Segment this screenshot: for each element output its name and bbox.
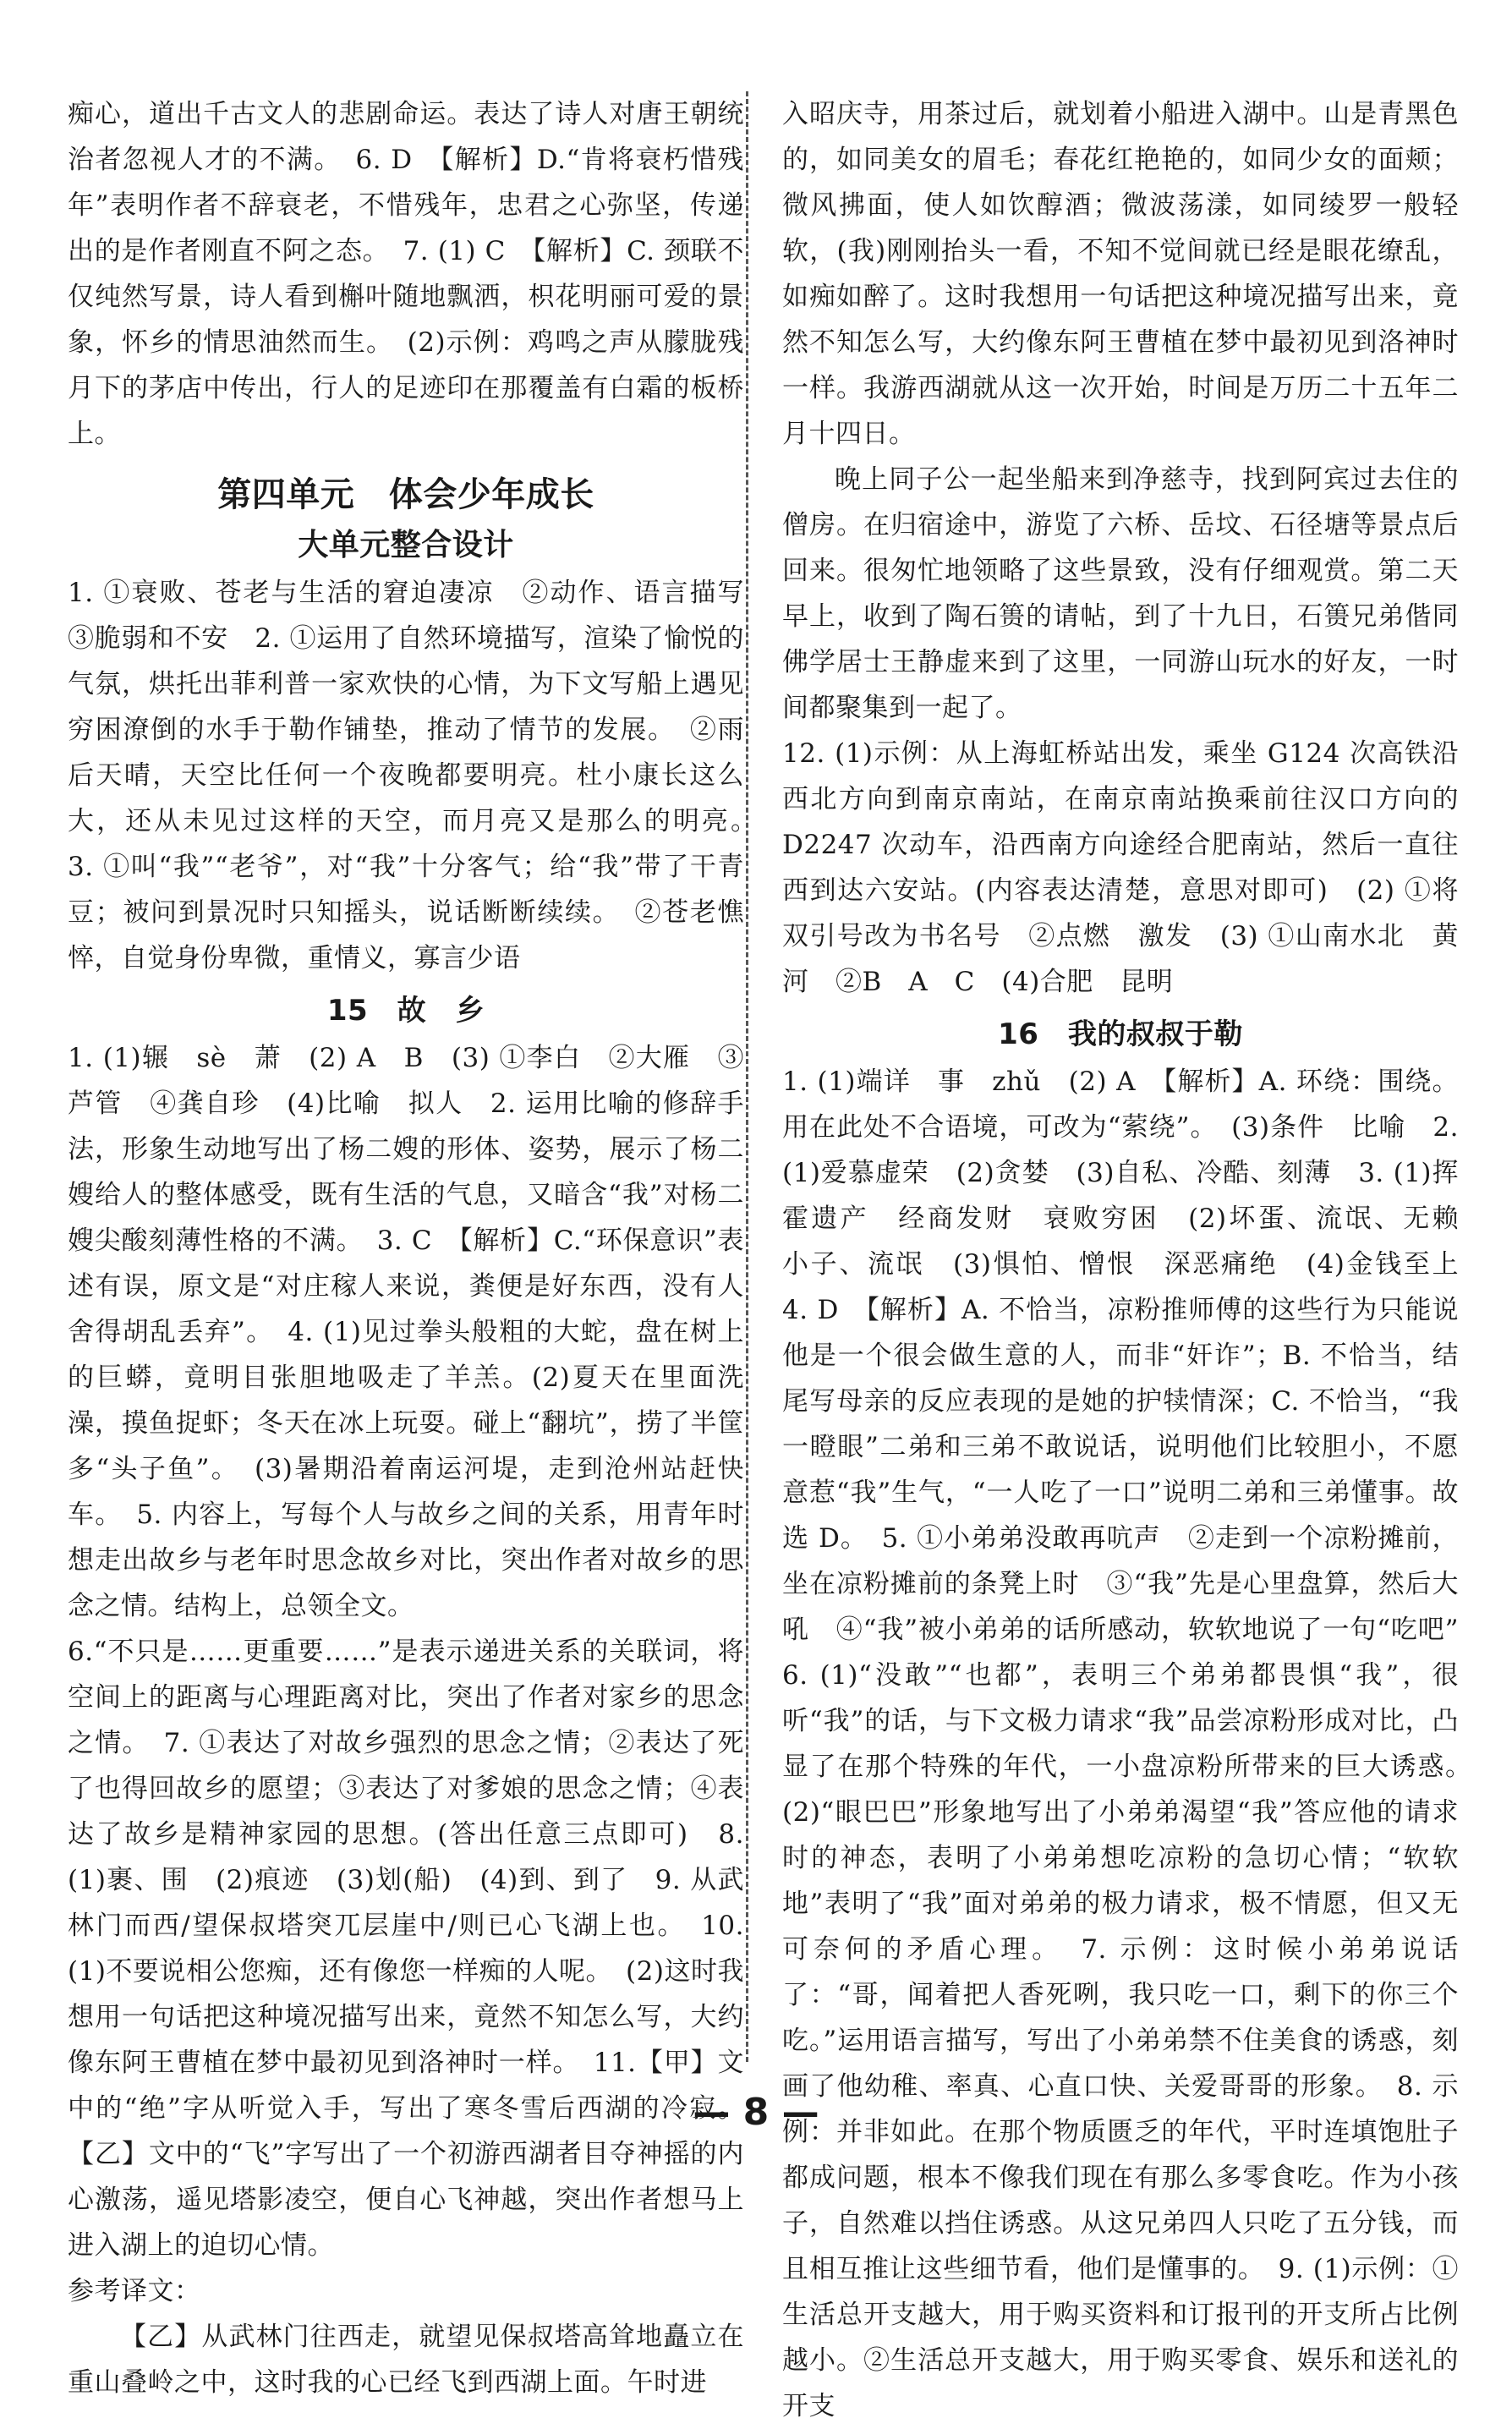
unit-subtitle: 大单元整合设计 [298, 528, 514, 562]
answer-paragraph: 12. (1)示例：从上海虹桥站出发，乘坐 G124 次高铁沿西北方向到南京南站，在南京南站换乘前往汉口方向的 D2247 次动车，沿西南方向途经合肥南站，然后一直往西到达六安站。(内容表达清楚，意思对即可) (2) ①将双引号改为书名号 ②点燃 激发 (3) ①山南水北 黄河 ②B A C (4)合肥 昆明 [782, 738, 1459, 997]
answer-paragraph: 1. (1)辗 sè 萧 (2) A B (3) ①李白 ②大雁 ③芦管 ④龚自珍 (4)比喻 拟人 2. 运用比喻的修辞手法，形象生动地写出了杨二嫂的形体、姿势，展示了杨二嫂给人的整体感受，既有生活的气息，又暗含“我”对杨二嫂尖酸刻薄性格的不满。 3. C 【解析】C.“环保意识”表述有误，原文是“对庄稼人来说，粪便是好东西，没有人舍得胡乱丢弃”。 4. (1)见过拳头般粗的大蛇，盘在树上的巨蟒，竟明目张胆地吸走了羊羔。(2)夏天在里面洗澡，摸鱼捉虾；冬天在冰上玩耍。碰上“翻坑”，捞了半筐多“头子鱼”。 (3)暑期沿着南运河堤，走到沧州站赶快车。 5. 内容上，写每个人与故乡之间的关系，用青年时想走出故乡与老年时思念故乡对比，突出作者对故乡的思念之情。结构上，总领全文。 [68, 1043, 744, 1621]
page-number: — 8 — [693, 2091, 819, 2134]
lesson-15-title: 15 故 乡 [326, 994, 485, 1028]
right-column [782, 91, 1486, 2429]
lesson-16-title: 16 我的叔叔于勒 [998, 1017, 1243, 1051]
answer-paragraph: 痴心，道出千古文人的悲剧命运。表达了诗人对唐王朝统治者忽视人才的不满。 6. D 【解析】D.“肯将衰朽惜残年”表明作者不辞衰老，不惜残年，忠君之心弥坚，传递出的是作者刚直不阿之态。 7. (1) C 【解析】C. 颈联不仅纯然写景，诗人看到槲叶随地飘洒，枳花明丽可爱的景象，怀乡的情思油然而生。 (2)示例：鸡鸣之声从朦胧残月下的茅店中传出，行人的足迹印在那覆盖有白霜的板桥上。 [68, 99, 744, 449]
column-divider [746, 91, 748, 2062]
translation-paragraph: 晚上同子公一起坐船来到净慈寺，找到阿宾过去住的僧房。在归宿途中，游览了六桥、岳坟、石径塘等景点后回来。很匆忙地领略了这些景致，没有仔细观赏。第二天早上，收到了陶石篑的请帖，到了十九日，石篑兄弟偕同佛学居士王静虚来到了这里，一同游山玩水的好友，一时间都聚集到一起了。 [782, 464, 1459, 723]
translation-paragraph: 入昭庆寺，用茶过后，就划着小船进入湖中。山是青黑色的，如同美女的眉毛；春花红艳艳的，如同少女的面颊；微风拂面，使人如饮醇酒；微波荡漾，如同绫罗一般轻软，(我)刚刚抬头一看，不知不觉间就已经是眼花缭乱，如痴如醉了。这时我想用一句话把这种境况描写出来，竟然不知怎么写，大约像东阿王曹植在梦中最初见到洛神时一样。我游西湖就从这一次开始，时间是万历二十五年二月十四日。 [782, 99, 1459, 449]
translation-paragraph: 【乙】从武林门往西走，就望见保叔塔高耸地矗立在重山叠岭之中，这时我的心已经飞到西湖上面。午时进 [68, 2322, 744, 2398]
answer-paragraph: 1. ①衰败、苍老与生活的窘迫凄凉 ②动作、语言描写 ③脆弱和不安 2. ①运用了自然环境描写，渲染了愉悦的气氛，烘托出菲利普一家欢快的心情，为下文写船上遇见穷困潦倒的水手于勒作铺垫，推动了情节的发展。 ②雨后天晴，天空比任何一个夜晚都要明亮。杜小康长这么大，还从未见过这样的天空，而月亮又是那么的明亮。 3. ①叫“我”“老爷”，对“我”十分客气；给“我”带了干青豆；被问到景况时只知摇头，说话断断续续。 ②苍老憔悴，自觉身份卑微，重情义，寡言少语 [68, 578, 771, 973]
answer-paragraph: 1. (1)端详 事 zhǔ (2) A 【解析】A. 环绕：围绕。用在此处不合语境，可改为“萦绕”。 (3)条件 比喻 2. (1)爱慕虚荣 (2)贪婪 (3)自私、冷酷、刻薄 3. (1)挥霍遗产 经商发财 衰败穷困 (2)坏蛋、流氓、无赖 小子、流氓 (3)惧怕、憎恨 深恶痛绝 (4)金钱至上 4. D 【解析】A. 不恰当，凉粉推师傅的这些行为只能说他是一个很会做生意的人，而非“奸诈”；B. 不恰当，结尾写母亲的反应表现的是她的护犊情深；C. 不恰当，“我一瞪眼”二弟和三弟不敢说话，说明他们比较胆小，不愿意惹“我”生气，“一人吃了一口”说明二弟和三弟懂事。故选 D。 5. ①小弟弟没敢再吭声 ②走到一个凉粉摊前，坐在凉粉摊前的条凳上时 ③“我”先是心里盘算，然后大吼 ④“我”被小弟弟的话所感动，软软地说了一句“吃吧” 6. (1)“没敢”“也都”，表明三个弟弟都畏惧“我”，很听“我”的话，与下文极力请求“我”品尝凉粉形成对比，凸显了在那个特殊的年代，一小盘凉粉所带来的巨大诱惑。 (2)“眼巴巴”形象地写出了小弟弟渴望“我”答应他的请求时的神态，表明了小弟弟想吃凉粉的急切心情；“软软地”表明了“我”面对弟弟的极力请求，极不情愿，但又无可奈何的矛盾心理。 7. 示例：这时候小弟弟说话了：“哥，闻着把人香死咧，我只吃一口，剩下的你三个吃。”运用语言描写，写出了小弟弟禁不住美食的诱惑，刻画了他幼稚、率真、心直口快、关爱哥哥的形象。 8. 示例：并非如此。在那个物质匮乏的年代，平时连填饱肚子都成问题，根本不像我们现在有那么多零食吃。作为小孩子，自然难以挡住诱惑。从这兄弟四人只吃了五分钱，而且相互推让这些细节看，他们是懂事的。 9. (1)示例：①生活总开支越大，用于购买资料和订报刊的开支所占比例越小。②生活总开支越大，用于购买零食、娱乐和送礼的开支 [782, 1066, 1486, 2421]
left-column [68, 91, 771, 2405]
answer-paragraph: 6.“不只是……更重要……”是表示递进关系的关联词，将空间上的距离与心理距离对比，突出了作者对家乡的思念之情。 7. ①表达了对故乡强烈的思念之情；②表达了死了也得回故乡的愿望；③表达了对爹娘的思念之情；④表达了故乡是精神家园的思想。(答出任意三点即可) 8. (1)裹、围 (2)痕迹 (3)划(船) (4)到、到了 9. 从武林门而西/望保叔塔突兀层崖中/则已心飞湖上也。 10. (1)不要说相公您痴，还有像您一样痴的人呢。 (2)这时我想用一句话把这种境况描写出来，竟然不知怎么写，大约像东阿王曹植在梦中最初见到洛神时一样。 11.【甲】文中的“绝”字从听觉入手，写出了寒冬雪后西湖的冷寂。【乙】文中的“飞”字写出了一个初游西湖者目夺神摇的内心激荡，遥见塔影凌空，便自心飞神越，突出作者想马上进入湖上的迫切心情。 [68, 1637, 744, 2261]
unit-title: 第四单元 体会少年成长 [217, 475, 594, 514]
translation-label: 参考译文： [68, 2276, 201, 2306]
